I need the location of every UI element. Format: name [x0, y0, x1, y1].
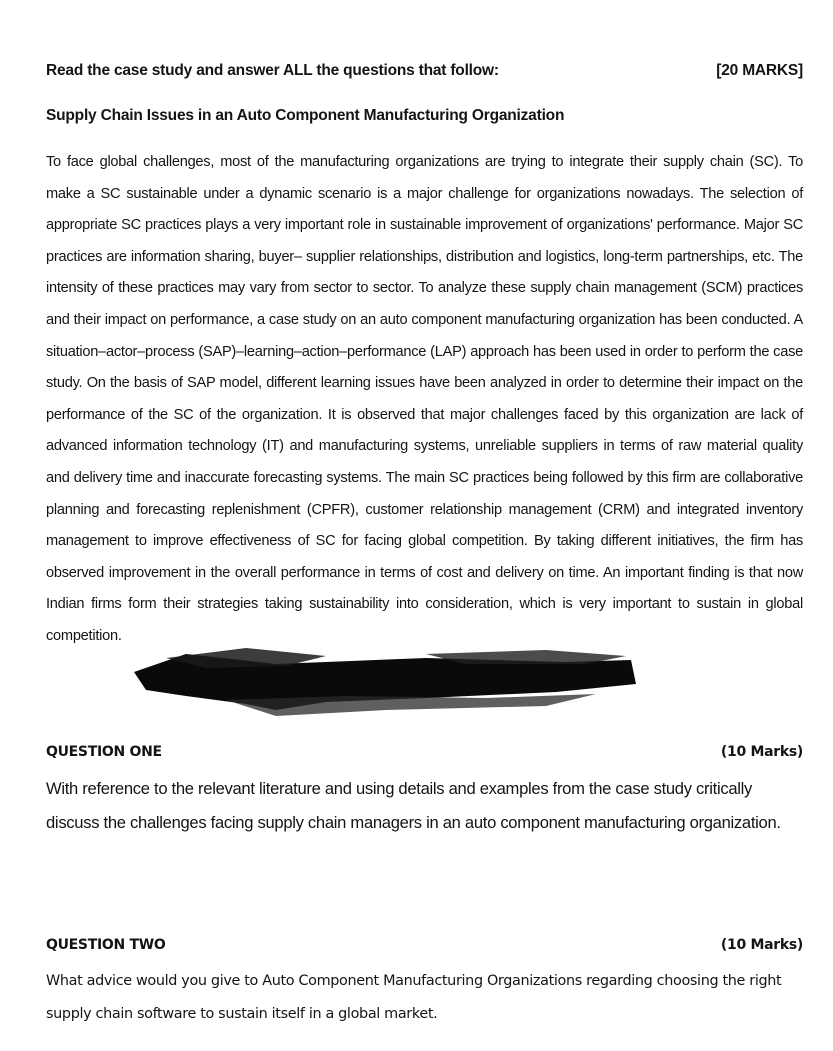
total-marks: [20 MARKS] — [716, 62, 803, 79]
question-one-text: With reference to the relevant literature and using details and examples from the case study critically discuss the challenges facing supply chain managers in an auto component manufacturing organization. — [46, 779, 781, 832]
question-two-text: What advice would you give to Auto Component Manufacturing Organizations regarding choosing the right supply chain software to sustain itself in a global market. — [46, 973, 782, 1022]
case-study-body: To face global challenges, most of the manufacturing organizations are trying to integrate their supply chain (SC). To make a SC sustainable under a dynamic scenario is a major challenge for organizations nowadays. The selection of appropriate SC practices plays a very important role in sustainable improvement of organizations' performance. Major SC practices are information sharing, buyer– supplier relationships, distribution and logistics, long-term partnerships, etc. The intensity of these practices may vary from sector to sector. To analyze these supply chain management (SCM) practices and their impact on performance, a case study on an auto component manufacturing organization has been conducted. A situation–actor–process (SAP)–learning–action–performance (LAP) approach has been used in order to perform the case study. On the basis of SAP model, different learning issues have been analyzed in order to determine their impact on the performance of the SC of the organization. It is observed that major challenges faced by this organization are lack of advanced information technology (IT) and manufacturing systems, unreliable suppliers in terms of raw material quality and delivery time and inaccurate forecasting systems. The main SC practices being followed by this firm are collaborative planning and forecasting replenishment (CPFR), customer relationship management (CRM) and integrated inventory management to improve effectiveness of SC for facing global competition. By taking different initiatives, the firm has observed improvement in the overall performance in terms of cost and delivery on time. An important finding is that now Indian firms form their strategies taking sustainability into consideration, which is very important to sustain in global competition. — [46, 154, 803, 644]
question-two-marks: (10 Marks) — [720, 937, 803, 953]
case-study-title: Supply Chain Issues in an Auto Component Manufacturing Organization — [46, 107, 565, 124]
question-two-heading: QUESTION TWO — [46, 937, 166, 953]
question-one-block — [46, 744, 803, 840]
document-page — [46, 0, 803, 1051]
instructions-row — [46, 62, 803, 80]
question-one-marks: (10 Marks) — [720, 744, 803, 760]
question-two-block — [46, 937, 803, 1031]
instructions-text: Read the case study and answer ALL the questions that follow: — [46, 62, 499, 79]
question-one-heading: QUESTION ONE — [46, 744, 162, 760]
